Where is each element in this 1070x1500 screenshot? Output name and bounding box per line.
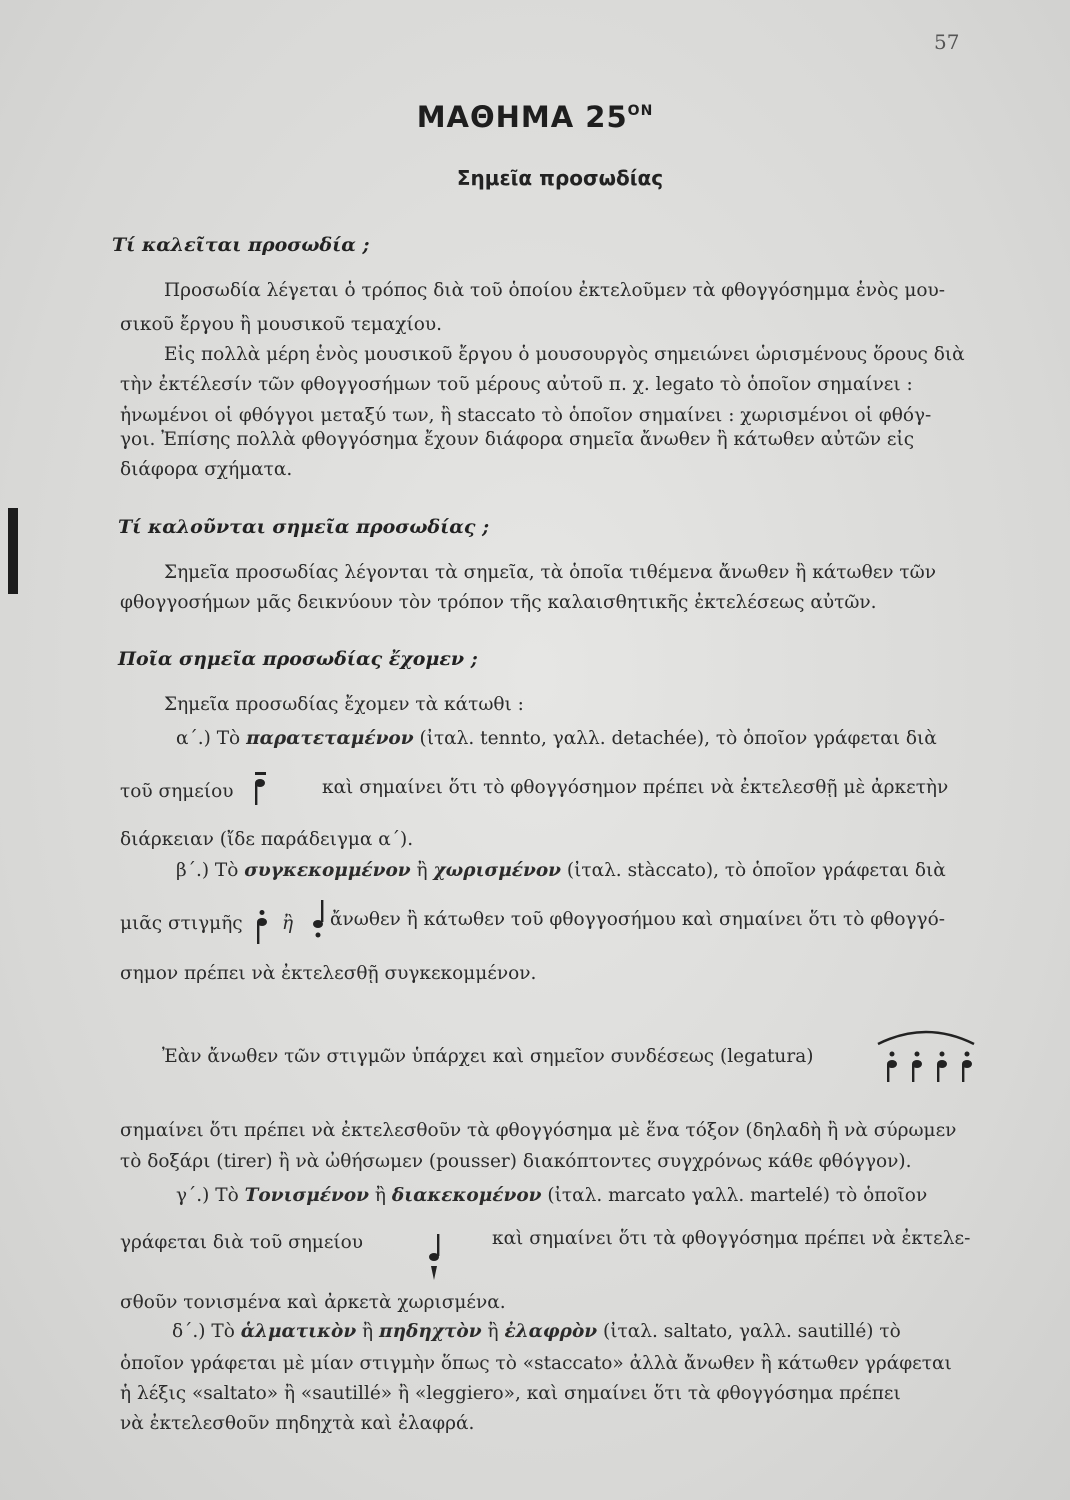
item-a-term: παρατεταμένον <box>246 728 414 749</box>
paragraph-1-line-1: Προσωδία λέγεται ὁ τρόπος διὰ τοῦ ὁποίου ἐκτελοῦμεν τὰ φθογγόσημμα ἑνὸς μου- <box>164 280 946 301</box>
paragraph-1-line-5: ἡνωμένοι οἱ φθόγγοι μεταξύ των, ἢ staccato τὸ ὁποῖον σημαίνει : χωρισμένοι οἱ φθόγ- <box>120 405 932 426</box>
staccato-dot-above-note-icon <box>256 910 270 946</box>
item-d-line-3: ἡ λέξις «saltato» ἢ «sautillé» ἢ «leggiero», καὶ σημαίνει ὅτι τὰ φθογγόσημα πρέπει <box>120 1383 901 1404</box>
page-number: 57 <box>934 30 960 54</box>
lesson-title-text: ΜΑΘΗΜΑ 25 <box>416 100 628 134</box>
paragraph-2-line-2: φθογγοσήμων μᾶς δεικνύουν τὸν τρόπον τῆς καλαισθητικῆς ἐκτελέσεως αὐτῶν. <box>120 592 877 613</box>
item-d-term-1: ἁλματικὸν <box>240 1321 357 1342</box>
item-b-line-2-prefix: μιᾶς στιγμῆς <box>120 913 243 934</box>
item-d-or-2: ἢ <box>481 1321 505 1342</box>
tenuto-note-icon <box>254 772 268 806</box>
paragraph-1-line-3: Εἰς πολλὰ μέρη ἑνὸς μουσικοῦ ἔργου ὁ μουσουργὸς σημειώνει ὡρισμένους ὅρους διὰ <box>164 344 965 365</box>
paragraph-1-line-7: διάφορα σχήματα. <box>120 459 293 480</box>
item-d-term-3: ἐλαφρὸν <box>504 1321 598 1342</box>
paragraph-1-line-2: σικοῦ ἔργου ἢ μουσικοῦ τεμαχίου. <box>120 314 442 335</box>
item-c-line-1 <box>176 1185 927 1206</box>
item-a-line-2-rest: καὶ σημαίνει ὅτι τὸ φθογγόσημον πρέπει νὰ ἐκτελεσθῇ μὲ ἀρκετὴν <box>322 777 949 798</box>
item-d-line-2: ὁποῖον γράφεται μὲ μίαν στιγμὴν ὅπως τὸ «staccato» ἀλλὰ ἄνωθεν ἢ κάτωθεν γράφεται <box>120 1353 952 1374</box>
item-c-line-3: σθοῦν τονισμένα καὶ ἀρκετὰ χωρισμένα. <box>120 1292 506 1313</box>
legatura-line-3: τὸ δοξάρι (tirer) ἢ νὰ ὠθήσωμεν (pousser) διακόπτοντες συγχρόνως κάθε φθόγγον). <box>120 1151 912 1172</box>
lesson-title-superscript: ΟΝ <box>627 103 654 119</box>
item-b-or: ἢ <box>410 860 434 881</box>
item-a-line-3: διάρκειαν (ἴδε παράδειγμα α΄). <box>120 829 414 850</box>
binding-mark <box>8 508 18 594</box>
item-a-rest: (ἰταλ. tennto, γαλλ. detachée), τὸ ὁποῖον γράφεται διὰ <box>413 728 937 749</box>
item-c-term-2: διακεκομένον <box>391 1185 542 1206</box>
item-c-line-2-rest: καὶ σημαίνει ὅτι τὰ φθογγόσημα πρέπει νὰ ἐκτελε- <box>492 1228 971 1249</box>
item-c-term-1: Τονισμένον <box>244 1185 369 1206</box>
legatura-line-1: Ἐὰν ἄνωθεν τῶν στιγμῶν ὑπάρχει καὶ σημεῖον συνδέσεως (legatura) <box>162 1046 814 1067</box>
item-d-line-1 <box>172 1321 901 1342</box>
paragraph-3-intro: Σημεῖα προσωδίας ἔχομεν τὰ κάτωθι : <box>164 694 524 715</box>
item-c-line-2-prefix: γράφεται διὰ τοῦ σημείου <box>120 1232 364 1253</box>
section-subtitle: Σημεῖα προσωδίας <box>456 166 664 190</box>
item-d-prefix: δ΄.) Τὸ <box>172 1321 241 1342</box>
question-heading-3: Ποῖα σημεῖα προσωδίας ἔχομεν ; <box>118 648 478 670</box>
marcato-note-icon <box>428 1228 442 1284</box>
paragraph-2-line-1: Σημεῖα προσωδίας λέγονται τὰ σημεῖα, τὰ ὁποῖα τιθέμενα ἄνωθεν ἢ κάτωθεν τῶν <box>164 562 936 583</box>
item-b-term-1: συγκεκομμένον <box>244 860 411 881</box>
item-b-rest: (ἰταλ. stàccato), τὸ ὁποῖον γράφεται διὰ <box>561 860 946 881</box>
item-c-or: ἢ <box>369 1185 392 1206</box>
item-c-prefix: γ΄.) Τὸ <box>176 1185 245 1206</box>
question-heading-1: Τί καλεῖται προσωδία ; <box>112 234 370 256</box>
item-b-term-2: χωρισμένον <box>433 860 561 881</box>
item-d-line-4: νὰ ἐκτελεσθοῦν πηδηχτὰ καὶ ἐλαφρά. <box>120 1413 475 1434</box>
item-b-line-2-or: ἢ <box>282 913 294 934</box>
item-d-rest: (ἰταλ. saltato, γαλλ. sautillé) τὸ <box>597 1321 901 1342</box>
paragraph-1-line-4: τὴν ἐκτέλεσίν τῶν φθογγοσήμων τοῦ μέρους αὐτοῦ π. χ. legato τὸ ὁποῖον σημαίνει : <box>120 374 913 395</box>
item-c-rest: (ἰταλ. marcato γαλλ. martelé) τὸ ὁποῖον <box>541 1185 928 1206</box>
item-a-line-2-prefix: τοῦ σημείου <box>120 781 234 802</box>
legato-staccato-notes-icon <box>872 1024 992 1084</box>
question-heading-2: Τί καλοῦνται σημεῖα προσωδίας ; <box>118 516 490 538</box>
item-b-line-1 <box>176 860 946 881</box>
legatura-line-2: σημαίνει ὅτι πρέπει νὰ ἐκτελεσθοῦν τὰ φθογγόσημα μὲ ἕνα τόξον (δηλαδὴ ἢ νὰ σύρωμεν <box>120 1120 957 1141</box>
item-d-term-2: πηδηχτὸν <box>379 1321 482 1342</box>
item-b-line-2-rest: ἄνωθεν ἢ κάτωθεν τοῦ φθογγοσήμου καὶ σημαίνει ὅτι τὸ φθογγό- <box>330 909 945 930</box>
paragraph-1-line-6: γοι. Ἐπίσης πολλὰ φθογγόσημα ἔχουν διάφορα σημεῖα ἄνωθεν ἢ κάτωθεν αὐτῶν εἰς <box>120 429 915 450</box>
item-d-or-1: ἢ <box>356 1321 380 1342</box>
item-a-line-1 <box>176 728 937 749</box>
item-b-line-3: σημον πρέπει νὰ ἐκτελεσθῇ συγκεκομμένον. <box>120 963 537 984</box>
staccato-dot-below-note-icon <box>312 900 326 940</box>
item-a-prefix: α΄.) Τὸ <box>176 728 247 749</box>
item-b-prefix: β΄.) Τὸ <box>176 860 245 881</box>
lesson-title <box>0 100 1070 134</box>
